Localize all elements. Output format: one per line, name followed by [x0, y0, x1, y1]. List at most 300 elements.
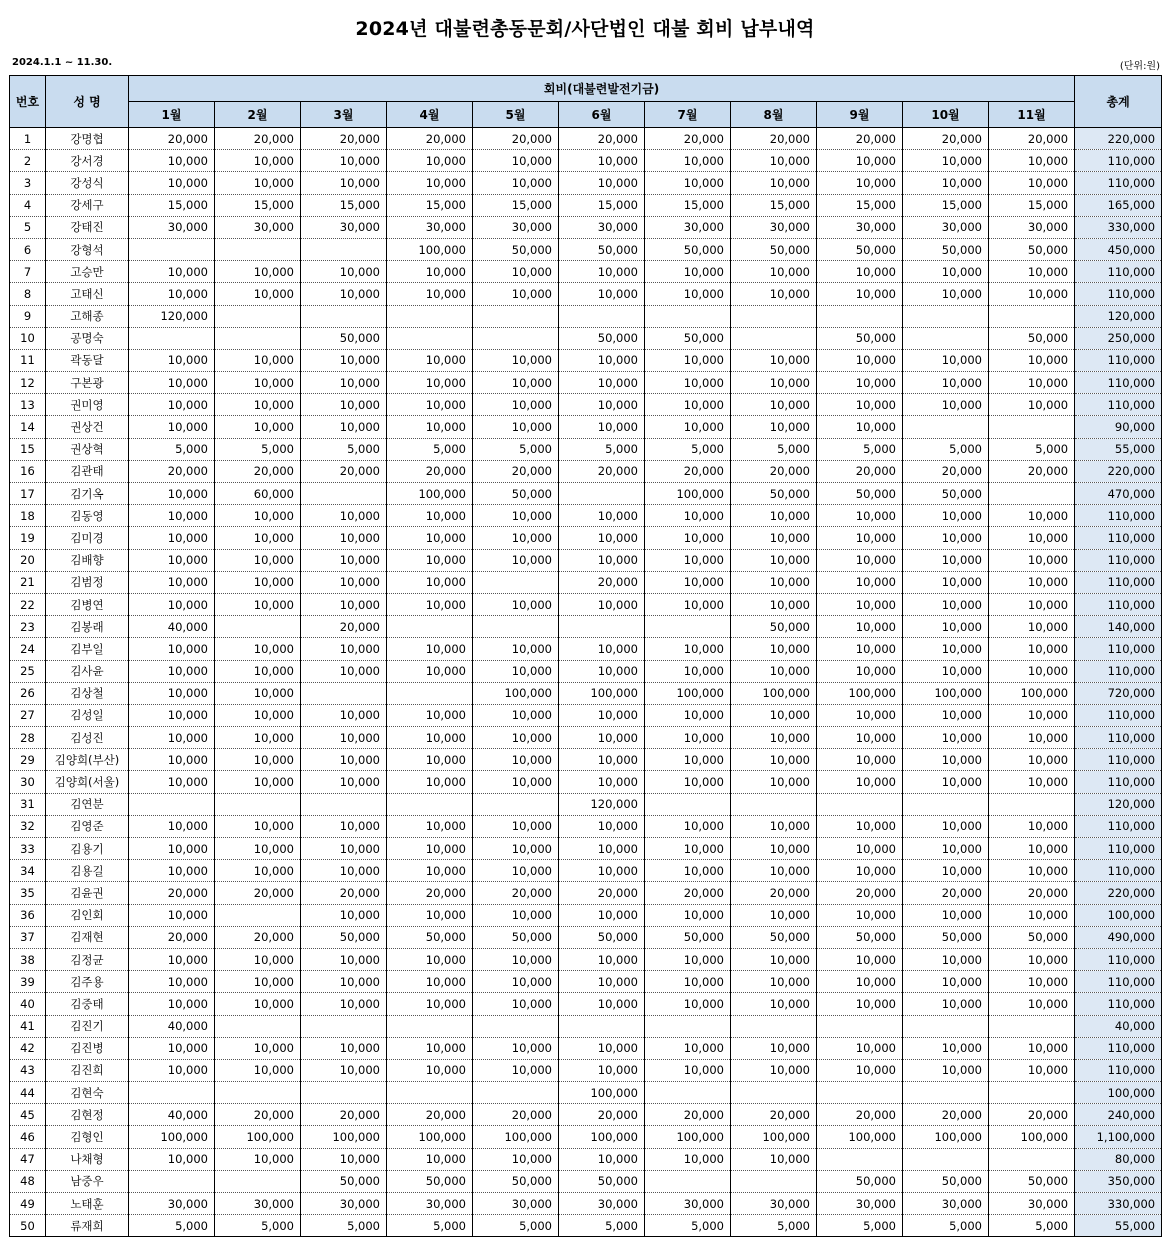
total-amount: 450,000 [1075, 238, 1162, 260]
member-name: 김정균 [46, 948, 129, 970]
member-name: 김미경 [46, 527, 129, 549]
total-amount: 220,000 [1075, 460, 1162, 482]
month-4-amount: 100,000 [387, 483, 473, 505]
table-row [10, 327, 1162, 349]
member-name: 김현정 [46, 1104, 129, 1126]
month-9-amount [817, 1082, 903, 1104]
month-8-amount: 100,000 [731, 1126, 817, 1148]
month-4-amount: 30,000 [387, 1193, 473, 1215]
total-amount: 165,000 [1075, 194, 1162, 216]
month-10-amount: 10,000 [903, 150, 989, 172]
total-amount: 490,000 [1075, 926, 1162, 948]
month-7-amount [645, 1082, 731, 1104]
month-4-amount: 10,000 [387, 549, 473, 571]
month-6-amount: 10,000 [559, 505, 645, 527]
month-11-amount [989, 305, 1075, 327]
header-month-11: 11월 [989, 102, 1075, 128]
month-5-amount [473, 793, 559, 815]
month-1-amount: 20,000 [129, 460, 215, 482]
row-number: 11 [10, 349, 46, 371]
month-5-amount: 10,000 [473, 549, 559, 571]
month-3-amount: 10,000 [301, 1148, 387, 1170]
total-amount: 330,000 [1075, 1193, 1162, 1215]
month-7-amount: 10,000 [645, 948, 731, 970]
month-8-amount: 20,000 [731, 1104, 817, 1126]
month-2-amount: 10,000 [215, 549, 301, 571]
month-9-amount: 10,000 [817, 727, 903, 749]
month-5-amount: 10,000 [473, 1037, 559, 1059]
month-3-amount [301, 305, 387, 327]
month-11-amount: 10,000 [989, 638, 1075, 660]
month-6-amount: 50,000 [559, 926, 645, 948]
row-number: 15 [10, 438, 46, 460]
total-amount: 110,000 [1075, 860, 1162, 882]
month-7-amount: 20,000 [645, 128, 731, 150]
month-7-amount: 10,000 [645, 349, 731, 371]
month-7-amount: 5,000 [645, 438, 731, 460]
total-amount: 110,000 [1075, 948, 1162, 970]
row-number: 22 [10, 593, 46, 615]
row-number: 36 [10, 904, 46, 926]
month-3-amount: 10,000 [301, 948, 387, 970]
month-1-amount: 10,000 [129, 349, 215, 371]
month-10-amount: 10,000 [903, 549, 989, 571]
month-3-amount: 10,000 [301, 904, 387, 926]
month-9-amount: 50,000 [817, 327, 903, 349]
month-7-amount: 10,000 [645, 505, 731, 527]
month-10-amount: 20,000 [903, 460, 989, 482]
month-10-amount: 10,000 [903, 571, 989, 593]
month-4-amount: 10,000 [387, 571, 473, 593]
total-amount: 110,000 [1075, 150, 1162, 172]
month-8-amount [731, 793, 817, 815]
month-7-amount: 10,000 [645, 904, 731, 926]
month-11-amount [989, 1082, 1075, 1104]
total-amount: 250,000 [1075, 327, 1162, 349]
month-9-amount: 10,000 [817, 1059, 903, 1081]
month-6-amount: 10,000 [559, 1059, 645, 1081]
total-amount: 110,000 [1075, 771, 1162, 793]
month-4-amount: 5,000 [387, 438, 473, 460]
month-9-amount: 15,000 [817, 194, 903, 216]
table-row [10, 1015, 1162, 1037]
month-6-amount: 50,000 [559, 238, 645, 260]
month-8-amount: 10,000 [731, 638, 817, 660]
member-name: 김재현 [46, 926, 129, 948]
month-10-amount: 10,000 [903, 527, 989, 549]
month-6-amount: 100,000 [559, 1126, 645, 1148]
month-9-amount [817, 305, 903, 327]
table-row [10, 793, 1162, 815]
month-2-amount: 10,000 [215, 1059, 301, 1081]
month-1-amount: 120,000 [129, 305, 215, 327]
month-5-amount: 10,000 [473, 416, 559, 438]
table-row [10, 660, 1162, 682]
month-5-amount: 10,000 [473, 1148, 559, 1170]
month-4-amount [387, 305, 473, 327]
month-3-amount [301, 682, 387, 704]
month-4-amount: 10,000 [387, 394, 473, 416]
total-amount: 110,000 [1075, 638, 1162, 660]
month-6-amount: 10,000 [559, 416, 645, 438]
total-amount: 110,000 [1075, 549, 1162, 571]
month-1-amount: 10,000 [129, 638, 215, 660]
month-7-amount [645, 793, 731, 815]
total-amount: 110,000 [1075, 261, 1162, 283]
month-5-amount: 10,000 [473, 704, 559, 726]
month-5-amount: 10,000 [473, 948, 559, 970]
row-number: 29 [10, 749, 46, 771]
month-8-amount: 30,000 [731, 1193, 817, 1215]
member-name: 강세구 [46, 194, 129, 216]
month-8-amount: 10,000 [731, 771, 817, 793]
month-2-amount [215, 616, 301, 638]
month-2-amount: 10,000 [215, 571, 301, 593]
month-6-amount: 50,000 [559, 327, 645, 349]
member-name: 김윤권 [46, 882, 129, 904]
month-5-amount: 10,000 [473, 283, 559, 305]
row-number: 32 [10, 815, 46, 837]
month-4-amount: 10,000 [387, 1148, 473, 1170]
member-name: 고태신 [46, 283, 129, 305]
month-8-amount: 10,000 [731, 150, 817, 172]
month-10-amount: 30,000 [903, 216, 989, 238]
month-6-amount: 10,000 [559, 638, 645, 660]
month-4-amount [387, 682, 473, 704]
month-6-amount: 30,000 [559, 1193, 645, 1215]
month-4-amount [387, 793, 473, 815]
month-3-amount: 10,000 [301, 971, 387, 993]
table-row [10, 1148, 1162, 1170]
month-11-amount [989, 1015, 1075, 1037]
total-amount: 110,000 [1075, 660, 1162, 682]
header-month-10: 10월 [903, 102, 989, 128]
member-name: 김인회 [46, 904, 129, 926]
month-11-amount: 10,000 [989, 283, 1075, 305]
total-amount: 110,000 [1075, 571, 1162, 593]
month-1-amount: 10,000 [129, 483, 215, 505]
month-11-amount: 10,000 [989, 150, 1075, 172]
month-10-amount: 50,000 [903, 926, 989, 948]
total-amount: 110,000 [1075, 372, 1162, 394]
month-3-amount: 50,000 [301, 327, 387, 349]
month-9-amount: 10,000 [817, 527, 903, 549]
month-8-amount: 10,000 [731, 1059, 817, 1081]
month-6-amount: 10,000 [559, 283, 645, 305]
month-10-amount: 5,000 [903, 438, 989, 460]
month-1-amount: 10,000 [129, 527, 215, 549]
table-row [10, 261, 1162, 283]
month-11-amount: 10,000 [989, 971, 1075, 993]
month-9-amount: 10,000 [817, 394, 903, 416]
row-number: 26 [10, 682, 46, 704]
month-1-amount: 10,000 [129, 394, 215, 416]
month-4-amount: 10,000 [387, 660, 473, 682]
month-1-amount: 10,000 [129, 571, 215, 593]
month-8-amount: 10,000 [731, 261, 817, 283]
table-row [10, 771, 1162, 793]
month-6-amount: 10,000 [559, 904, 645, 926]
total-amount: 100,000 [1075, 1082, 1162, 1104]
month-2-amount [215, 1015, 301, 1037]
month-2-amount [215, 1082, 301, 1104]
member-name: 류재희 [46, 1215, 129, 1237]
month-11-amount [989, 483, 1075, 505]
total-amount: 120,000 [1075, 793, 1162, 815]
month-7-amount: 10,000 [645, 150, 731, 172]
month-4-amount: 10,000 [387, 172, 473, 194]
month-8-amount: 10,000 [731, 172, 817, 194]
month-8-amount: 20,000 [731, 882, 817, 904]
month-1-amount: 40,000 [129, 616, 215, 638]
month-2-amount: 10,000 [215, 638, 301, 660]
month-6-amount: 10,000 [559, 394, 645, 416]
row-number: 10 [10, 327, 46, 349]
table-row [10, 527, 1162, 549]
month-4-amount: 10,000 [387, 993, 473, 1015]
month-8-amount: 10,000 [731, 394, 817, 416]
month-2-amount: 10,000 [215, 593, 301, 615]
month-11-amount: 10,000 [989, 527, 1075, 549]
member-name: 나채형 [46, 1148, 129, 1170]
month-3-amount: 10,000 [301, 660, 387, 682]
table-body [10, 128, 1162, 1237]
month-2-amount: 10,000 [215, 838, 301, 860]
month-5-amount: 10,000 [473, 749, 559, 771]
month-10-amount: 10,000 [903, 593, 989, 615]
month-9-amount: 10,000 [817, 549, 903, 571]
month-5-amount: 10,000 [473, 372, 559, 394]
month-8-amount: 10,000 [731, 660, 817, 682]
month-9-amount: 10,000 [817, 749, 903, 771]
month-7-amount: 10,000 [645, 638, 731, 660]
month-9-amount: 10,000 [817, 948, 903, 970]
row-number: 37 [10, 926, 46, 948]
month-11-amount: 10,000 [989, 815, 1075, 837]
month-11-amount: 5,000 [989, 1215, 1075, 1237]
table-row [10, 505, 1162, 527]
month-10-amount: 50,000 [903, 483, 989, 505]
month-9-amount: 10,000 [817, 904, 903, 926]
month-11-amount: 10,000 [989, 1059, 1075, 1081]
month-2-amount: 10,000 [215, 527, 301, 549]
total-amount: 90,000 [1075, 416, 1162, 438]
month-11-amount: 10,000 [989, 904, 1075, 926]
month-3-amount: 10,000 [301, 416, 387, 438]
month-10-amount: 10,000 [903, 771, 989, 793]
header-month-3: 3월 [301, 102, 387, 128]
month-1-amount: 10,000 [129, 505, 215, 527]
total-amount: 110,000 [1075, 971, 1162, 993]
row-number: 48 [10, 1170, 46, 1192]
month-2-amount: 10,000 [215, 1037, 301, 1059]
month-1-amount: 10,000 [129, 172, 215, 194]
month-3-amount: 10,000 [301, 394, 387, 416]
month-11-amount [989, 793, 1075, 815]
member-name: 김양희(부산) [46, 749, 129, 771]
month-4-amount: 10,000 [387, 1037, 473, 1059]
month-8-amount: 10,000 [731, 527, 817, 549]
header-month-2: 2월 [215, 102, 301, 128]
month-5-amount: 20,000 [473, 882, 559, 904]
month-11-amount: 10,000 [989, 616, 1075, 638]
month-4-amount: 5,000 [387, 1215, 473, 1237]
month-8-amount: 20,000 [731, 128, 817, 150]
table-row [10, 682, 1162, 704]
month-1-amount: 40,000 [129, 1015, 215, 1037]
row-number: 9 [10, 305, 46, 327]
month-5-amount: 15,000 [473, 194, 559, 216]
total-amount: 100,000 [1075, 904, 1162, 926]
row-number: 46 [10, 1126, 46, 1148]
month-11-amount: 10,000 [989, 549, 1075, 571]
month-6-amount [559, 616, 645, 638]
month-5-amount: 10,000 [473, 261, 559, 283]
row-number: 31 [10, 793, 46, 815]
month-11-amount: 100,000 [989, 682, 1075, 704]
month-7-amount: 30,000 [645, 216, 731, 238]
month-2-amount: 10,000 [215, 394, 301, 416]
month-10-amount: 10,000 [903, 838, 989, 860]
month-4-amount [387, 1082, 473, 1104]
table-row [10, 1104, 1162, 1126]
month-8-amount: 10,000 [731, 416, 817, 438]
month-11-amount: 50,000 [989, 926, 1075, 948]
month-8-amount: 5,000 [731, 1215, 817, 1237]
month-9-amount: 10,000 [817, 815, 903, 837]
member-name: 강태진 [46, 216, 129, 238]
month-7-amount: 10,000 [645, 416, 731, 438]
header-month-7: 7월 [645, 102, 731, 128]
month-3-amount: 10,000 [301, 549, 387, 571]
month-9-amount: 10,000 [817, 349, 903, 371]
month-4-amount: 10,000 [387, 749, 473, 771]
month-3-amount [301, 238, 387, 260]
month-1-amount: 100,000 [129, 1126, 215, 1148]
month-1-amount: 10,000 [129, 1059, 215, 1081]
member-name: 김성일 [46, 704, 129, 726]
month-7-amount: 5,000 [645, 1215, 731, 1237]
month-6-amount: 20,000 [559, 571, 645, 593]
month-6-amount: 10,000 [559, 771, 645, 793]
month-2-amount: 10,000 [215, 749, 301, 771]
month-3-amount: 10,000 [301, 283, 387, 305]
month-11-amount: 20,000 [989, 882, 1075, 904]
month-3-amount: 10,000 [301, 771, 387, 793]
month-5-amount: 5,000 [473, 1215, 559, 1237]
member-name: 김용길 [46, 860, 129, 882]
month-11-amount: 10,000 [989, 505, 1075, 527]
month-11-amount: 10,000 [989, 1037, 1075, 1059]
month-8-amount: 10,000 [731, 549, 817, 571]
month-11-amount [989, 416, 1075, 438]
month-11-amount: 10,000 [989, 948, 1075, 970]
month-6-amount: 100,000 [559, 1082, 645, 1104]
month-4-amount: 10,000 [387, 815, 473, 837]
month-1-amount: 10,000 [129, 904, 215, 926]
month-3-amount: 10,000 [301, 261, 387, 283]
table-row [10, 128, 1162, 150]
row-number: 4 [10, 194, 46, 216]
member-name: 고해종 [46, 305, 129, 327]
month-2-amount: 10,000 [215, 860, 301, 882]
month-8-amount: 10,000 [731, 727, 817, 749]
member-name: 김영준 [46, 815, 129, 837]
month-3-amount: 10,000 [301, 1059, 387, 1081]
month-7-amount: 10,000 [645, 749, 731, 771]
month-10-amount: 10,000 [903, 638, 989, 660]
month-5-amount: 10,000 [473, 815, 559, 837]
month-7-amount [645, 616, 731, 638]
row-number: 39 [10, 971, 46, 993]
row-number: 14 [10, 416, 46, 438]
member-name: 김진희 [46, 1059, 129, 1081]
month-1-amount: 10,000 [129, 838, 215, 860]
total-amount: 120,000 [1075, 305, 1162, 327]
month-8-amount: 10,000 [731, 704, 817, 726]
month-5-amount [473, 1015, 559, 1037]
month-8-amount: 10,000 [731, 1148, 817, 1170]
month-8-amount: 50,000 [731, 238, 817, 260]
month-5-amount: 10,000 [473, 527, 559, 549]
month-6-amount: 10,000 [559, 349, 645, 371]
month-8-amount: 50,000 [731, 616, 817, 638]
row-number: 25 [10, 660, 46, 682]
month-7-amount: 10,000 [645, 815, 731, 837]
month-5-amount [473, 305, 559, 327]
month-11-amount: 10,000 [989, 838, 1075, 860]
month-2-amount: 20,000 [215, 926, 301, 948]
month-7-amount: 50,000 [645, 327, 731, 349]
month-9-amount: 10,000 [817, 416, 903, 438]
total-amount: 110,000 [1075, 349, 1162, 371]
total-amount: 110,000 [1075, 1037, 1162, 1059]
row-number: 20 [10, 549, 46, 571]
month-5-amount: 50,000 [473, 926, 559, 948]
month-7-amount: 30,000 [645, 1193, 731, 1215]
month-8-amount: 10,000 [731, 815, 817, 837]
month-7-amount: 10,000 [645, 727, 731, 749]
month-2-amount: 10,000 [215, 682, 301, 704]
month-3-amount: 10,000 [301, 749, 387, 771]
month-6-amount: 10,000 [559, 993, 645, 1015]
month-3-amount: 20,000 [301, 460, 387, 482]
page-title: 2024년 대불련총동문회/사단법인 대불 회비 납부내역 [355, 18, 815, 40]
month-11-amount: 20,000 [989, 460, 1075, 482]
member-name: 김동영 [46, 505, 129, 527]
month-1-amount: 10,000 [129, 1037, 215, 1059]
month-9-amount: 100,000 [817, 682, 903, 704]
month-10-amount: 10,000 [903, 971, 989, 993]
member-name: 김진기 [46, 1015, 129, 1037]
month-1-amount: 20,000 [129, 128, 215, 150]
month-7-amount: 100,000 [645, 483, 731, 505]
month-5-amount: 50,000 [473, 1170, 559, 1192]
month-6-amount: 100,000 [559, 682, 645, 704]
month-2-amount: 5,000 [215, 438, 301, 460]
month-9-amount: 10,000 [817, 638, 903, 660]
member-name: 김부일 [46, 638, 129, 660]
month-6-amount: 10,000 [559, 527, 645, 549]
month-2-amount: 10,000 [215, 261, 301, 283]
month-10-amount: 10,000 [903, 394, 989, 416]
month-9-amount: 10,000 [817, 616, 903, 638]
month-3-amount: 10,000 [301, 593, 387, 615]
month-1-amount [129, 793, 215, 815]
month-8-amount: 10,000 [731, 993, 817, 1015]
month-8-amount [731, 327, 817, 349]
month-5-amount: 50,000 [473, 238, 559, 260]
